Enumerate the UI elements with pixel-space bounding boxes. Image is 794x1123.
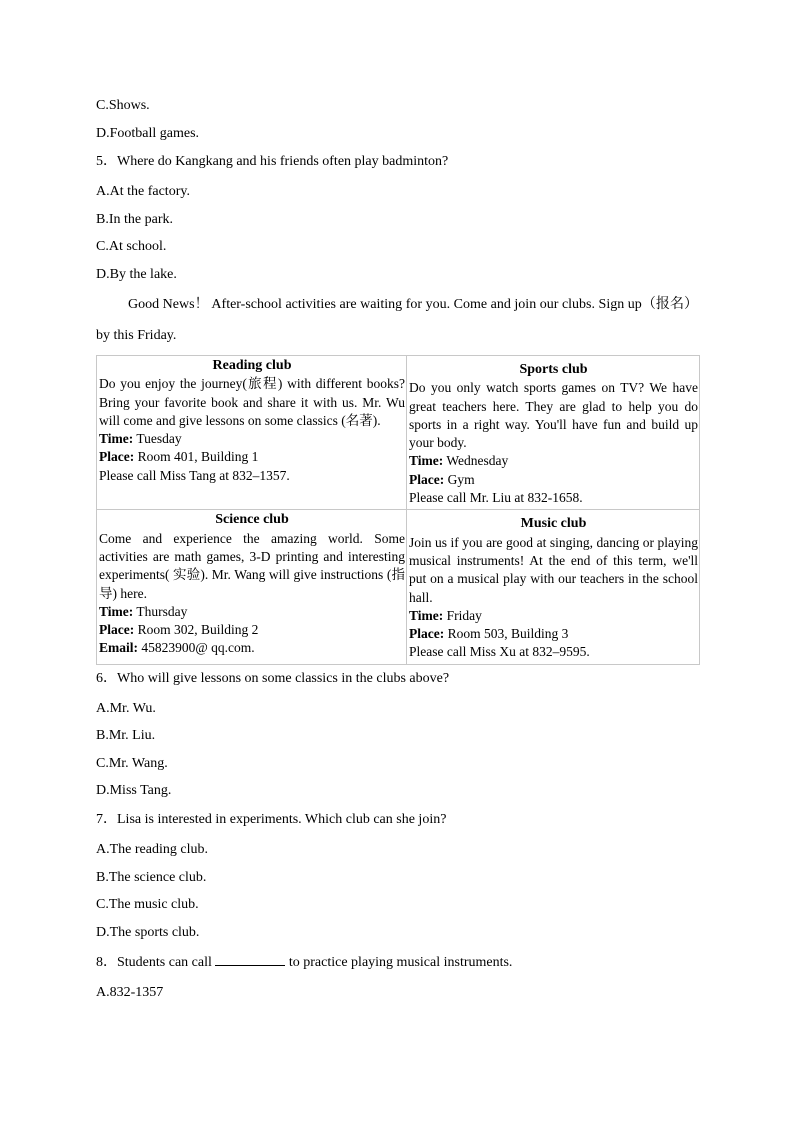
sports-club-description: Do you only watch sports games on TV? We have great teachers here. They are glad to help you do sports in a right way. You'll have fun and build up your body. [409, 380, 698, 451]
sports-club-contact: Please call Mr. Liu at 832-1658. [409, 490, 583, 506]
q6-option-c: C.Mr. Wang. [96, 756, 168, 771]
q5-option-d: D.By the lake. [96, 267, 177, 282]
sports-club-title: Sports club [519, 362, 588, 377]
passage-intro-text: Good News！ After-school activities are waiting for you. Come and join our clubs. Sign up（报名） by this Friday. [96, 297, 698, 343]
q6-option-a: A.Mr. Wu. [96, 701, 156, 716]
q4-option-d: D.Football games. [96, 126, 200, 141]
q8-question: 8．Students can call to practice playing musical instruments. [96, 955, 513, 970]
reading-club-contact: Please call Miss Tang at 832–1357. [99, 467, 290, 483]
reading-club-place: Place: Room 401, Building 1 [99, 449, 259, 465]
q6-option-d: D.Miss Tang. [96, 783, 172, 798]
q4-option-c: C.Shows. [96, 98, 150, 113]
q6-option-b: B.Mr. Liu. [96, 728, 156, 743]
q7-question: 7．Lisa is interested in experiments. Which club can she join? [96, 812, 447, 827]
passage-intro [96, 289, 698, 351]
music-club-contact: Please call Miss Xu at 832–9595. [409, 644, 590, 660]
q7-option-b: B.The science club. [96, 870, 207, 885]
sports-club-place: Place: Gym [409, 471, 475, 487]
science-club-place: Place: Room 302, Building 2 [99, 622, 259, 638]
q7-option-c: C.The music club. [96, 897, 199, 912]
sports-club-time: Time: Wednesday [409, 453, 509, 469]
reading-club-time: Time: Tuesday [99, 431, 182, 447]
q5-option-c: C.At school. [96, 239, 167, 254]
music-club-title: Music club [520, 516, 587, 532]
q7-option-a: A.The reading club. [96, 842, 208, 857]
q5-question: 5．Where do Kangkang and his friends often play badminton? [96, 154, 449, 169]
music-club-description: Join us if you are good at singing, dancing or playing musical instruments! At the end of this term, we'll put on a musical play with our teachers in the school hall. [409, 534, 698, 605]
science-club-title: Science club [215, 512, 289, 528]
music-club-time: Time: Friday [409, 607, 482, 623]
q5-option-b: B.In the park. [96, 212, 173, 227]
science-club-cell [97, 510, 407, 664]
music-club-place: Place: Room 503, Building 3 [409, 626, 569, 642]
clubs-table [96, 355, 700, 665]
reading-club-title: Reading club [212, 358, 292, 373]
science-club-email: Email: 45823900@ qq.com. [99, 640, 255, 656]
q8-option-a: A.832-1357 [96, 985, 164, 1000]
science-club-description: Come and experience the amazing world. Some activities are math games, 3-D printing and interesting experiments( 实验). Mr. Wang will give instructions (指导) here. [99, 530, 405, 601]
reading-club-cell [97, 356, 407, 510]
q7-option-d: D.The sports club. [96, 925, 200, 940]
reading-club-description: Do you enjoy the journey(旅程) with different books? Bring your favorite book and share it with us. Mr. Wu will come and give lessons on some classics (名著). [99, 376, 405, 428]
answer-blank [215, 953, 285, 966]
science-club-time: Time: Thursday [99, 603, 188, 619]
q6-question: 6．Who will give lessons on some classics in the clubs above? [96, 671, 450, 686]
sports-club-cell [407, 356, 700, 510]
q5-option-a: A.At the factory. [96, 184, 190, 199]
music-club-cell [407, 510, 700, 664]
